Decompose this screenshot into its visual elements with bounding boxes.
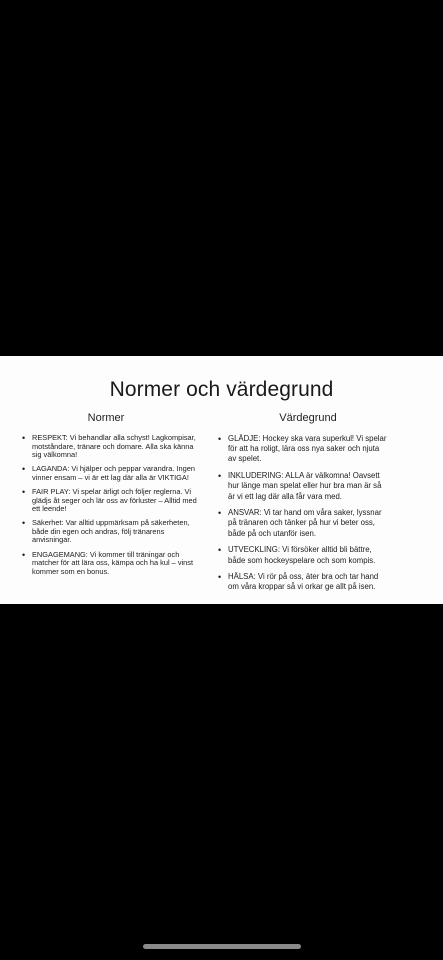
slide-image <box>0 356 443 604</box>
normer-heading: Normer <box>87 412 125 424</box>
list-item <box>218 434 388 465</box>
list-item-text: GLÄDJE: Hockey ska vara superkul! Vi spelar för att ha roligt, lära oss nya saker och njuta av spelet. <box>228 434 387 464</box>
bullet-icon: • <box>22 486 26 497</box>
list-item <box>218 508 388 539</box>
bullet-icon: • <box>22 433 26 443</box>
list-item <box>22 434 202 460</box>
vardegrund-heading: Värdegrund <box>279 412 337 424</box>
list-item-text: INKLUDERING: ALLA är välkomna! Oavsett hur länge man spelat eller hur bra man är så är vi ett lag där alla får vara med. <box>228 471 382 501</box>
bullet-icon: • <box>218 572 222 583</box>
bullet-icon: • <box>22 549 26 560</box>
list-item <box>218 572 388 592</box>
list-item-text: HÄLSA: Vi rör på oss, äter bra och tar hand om våra kroppar så vi orkar ge allt på isen. <box>228 572 379 592</box>
list-item-text: FAIR PLAY: Vi spelar ärligt och följer reglerna. Vi glädjs åt seger och lär oss av förluster – Alltid med ett leende! <box>32 486 197 514</box>
bullet-icon: • <box>22 518 26 529</box>
bullet-icon: • <box>218 434 222 444</box>
list-item <box>22 551 202 577</box>
bullet-icon: • <box>218 471 222 482</box>
list-item-text: Säkerhet: Var alltid uppmärksam på säkerheten, både din egen och andras, följ tränarens anvisningar. <box>32 518 190 545</box>
list-item-text: LAGANDA: Vi hjälper och peppar varandra. Ingen vinner ensam – vi är ett lag där alla är VIKTIGA! <box>32 464 195 482</box>
bullet-icon: • <box>22 464 26 475</box>
home-indicator[interactable] <box>143 944 301 949</box>
list-item <box>22 488 202 514</box>
bullet-icon: • <box>218 545 222 556</box>
list-item <box>218 471 388 502</box>
list-item-text: RESPEKT: Vi behandlar alla schyst! Lagkompisar, motståndare, tränare och domare. Alla ska känna sig välkomna! <box>32 433 196 460</box>
list-item <box>22 465 202 482</box>
list-item <box>218 545 388 565</box>
list-item-text: ENGAGEMANG: Vi kommer till träningar och matcher för att lära oss, kämpa och ha kul – vinst kommer som en bonus. <box>32 549 194 576</box>
vardegrund-column <box>218 412 388 599</box>
list-item-text: ANSVAR: Vi tar hand om våra saker, lyssnar på tränaren och tänker på hur vi beter oss, både på och utanför isen. <box>228 508 382 538</box>
vardegrund-list <box>218 434 388 593</box>
bullet-icon: • <box>218 508 222 519</box>
normer-list <box>22 434 202 576</box>
list-item <box>22 519 202 545</box>
slide-title: Normer och värdegrund <box>109 378 334 401</box>
normer-column <box>22 412 202 582</box>
list-item-text: UTVECKLING: Vi försöker alltid bli bättre, både som hockeyspelare och som kompis. <box>228 545 376 565</box>
